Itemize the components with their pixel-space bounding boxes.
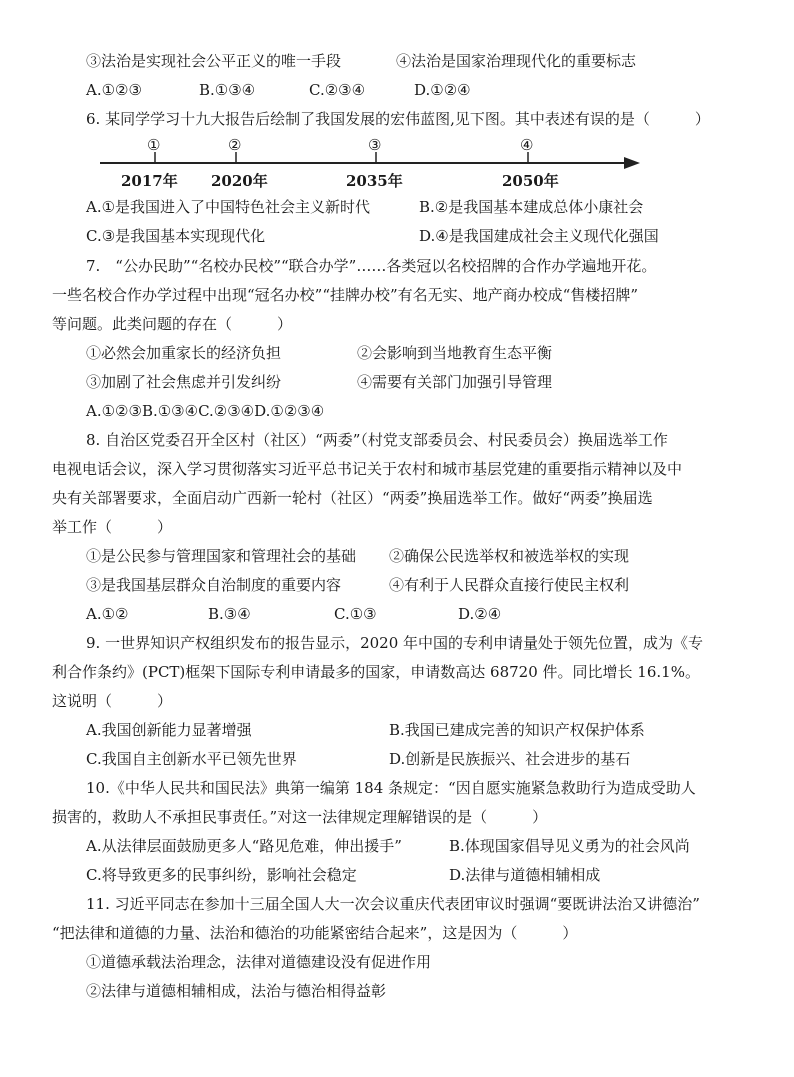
q7-option-1: ①必然会加重家长的经济负担 <box>86 344 282 362</box>
q11-stem-line-1: 11. 习近平同志在参加十三届全国人大一次会议重庆代表团审议时强调“要既讲法治又讲德治” <box>86 895 700 913</box>
q8-option-4: ④有利于人民群众直接行使民主权利 <box>389 576 630 594</box>
q8-choice-b: B.③④ <box>208 605 251 623</box>
q11-option-2: ②法律与道德相辅相成，法治与德治相得益彰 <box>86 982 387 1000</box>
q7-stem-line-1: 7. “公办民助”“名校办民校”“联合办学”……各类冠以名校招牌的合作办学遍地开花。 <box>86 257 657 275</box>
q10-choice-a: A.从法律层面鼓励更多人“路见危难，伸出援手” <box>86 837 402 855</box>
q7-choices: A.①②③B.①③④C.②③④D.①②③④ <box>86 402 325 420</box>
timeline-year-2035: 2035年 <box>346 172 403 190</box>
q8-stem-line-3: 央有关部署要求，全面启动广西新一轮村（社区）“两委”换届选举工作。做好“两委”换届选 <box>52 489 653 507</box>
q10-choice-b: B.体现国家倡导见义勇为的社会风尚 <box>449 837 690 855</box>
q10-choice-c: C.将导致更多的民事纠纷，影响社会稳定 <box>86 866 357 884</box>
q7-option-2: ②会影响到当地教育生态平衡 <box>357 344 553 362</box>
timeline-year-2020: 2020年 <box>211 172 268 190</box>
q9-choice-c: C.我国自主创新水平已领先世界 <box>86 750 297 768</box>
q10-choice-d: D.法律与道德相辅相成 <box>449 866 601 884</box>
q9-choice-b: B.我国已建成完善的知识产权保护体系 <box>389 721 645 739</box>
q8-choice-c: C.①③ <box>334 605 377 623</box>
q6-timeline <box>0 130 794 192</box>
q8-option-3: ③是我国基层群众自治制度的重要内容 <box>86 576 342 594</box>
q6-choice-b: B.②是我国基本建成总体小康社会 <box>419 198 644 216</box>
timeline-year-2050: 2050年 <box>502 172 559 190</box>
q10-stem-line-1: 10.《中华人民共和国民法》典第一编第 184 条规定：“因自愿实施紧急救助行为造成受助人 <box>86 779 696 797</box>
timeline-marker-3-num: ③ <box>368 136 382 154</box>
timeline-year-2017: 2017年 <box>121 172 178 190</box>
q11-stem-line-2: “把法律和道德的力量、法治和德治的功能紧密结合起来”，这是因为（ ） <box>52 924 578 942</box>
q8-stem-line-2: 电视电话会议，深入学习贯彻落实习近平总书记关于农村和城市基层党建的重要指示精神以及中 <box>52 460 683 478</box>
q8-choice-d: D.②④ <box>458 605 502 623</box>
q5-choice-d: D.①②④ <box>414 81 471 99</box>
q10-stem-line-2: 损害的，救助人不承担民事责任。”对这一法律规定理解错误的是（ ） <box>52 808 548 826</box>
q8-stem-line-1: 8. 自治区党委召开全区村（社区）“两委”（村党支部委员会、村民委员会）换届选举工作 <box>86 431 668 449</box>
timeline-marker-2-num: ② <box>228 136 242 154</box>
q7-option-3: ③加剧了社会焦虑并引发纠纷 <box>86 373 282 391</box>
q6-stem: 6. 某同学学习十九大报告后绘制了我国发展的宏伟蓝图,见下图。其中表述有误的是（ ） <box>86 110 710 128</box>
q8-option-2: ②确保公民选举权和被选举权的实现 <box>389 547 630 565</box>
q5-option-3: ③法治是实现社会公平正义的唯一手段 <box>86 52 342 70</box>
q6-choice-d: D.④是我国建成社会主义现代化强国 <box>419 227 659 245</box>
q9-choice-a: A.我国创新能力显著增强 <box>86 721 252 739</box>
timeline-marker-1-num: ① <box>147 136 161 154</box>
q6-choice-c: C.③是我国基本实现现代化 <box>86 227 266 245</box>
q9-stem-line-3: 这说明（ ） <box>52 692 173 710</box>
q7-stem-line-2: 一些名校合作办学过程中出现“冠名办校”“挂牌办校”有名无实、地产商办校成“售楼招牌” <box>52 286 639 304</box>
q7-stem-line-3: 等问题。此类问题的存在（ ） <box>52 315 293 333</box>
q8-stem-line-4: 举工作（ ） <box>52 518 173 536</box>
q9-choice-d: D.创新是民族振兴、社会进步的基石 <box>389 750 631 768</box>
q9-stem-line-1: 9. 一世界知识产权组织发布的报告显示，2020 年中国的专利申请量处于领先位置，成为《专 <box>86 634 704 652</box>
q5-option-4: ④法治是国家治理现代化的重要标志 <box>396 52 637 70</box>
timeline-marker-4-num: ④ <box>520 136 534 154</box>
q5-choice-b: B.①③④ <box>199 81 256 99</box>
q7-option-4: ④需要有关部门加强引导管理 <box>357 373 553 391</box>
q8-choice-a: A.①② <box>86 605 129 623</box>
q11-option-1: ①道德承载法治理念，法律对道德建设没有促进作用 <box>86 953 432 971</box>
q9-stem-line-2: 利合作条约》(PCT)框架下国际专利申请最多的国家，申请数高达 68720 件。同比增长 16.1%。 <box>52 663 700 681</box>
q5-choice-c: C.②③④ <box>309 81 366 99</box>
q8-option-1: ①是公民参与管理国家和管理社会的基础 <box>86 547 357 565</box>
q5-choice-a: A.①②③ <box>86 81 142 99</box>
q6-choice-a: A.①是我国进入了中国特色社会主义新时代 <box>86 198 371 216</box>
